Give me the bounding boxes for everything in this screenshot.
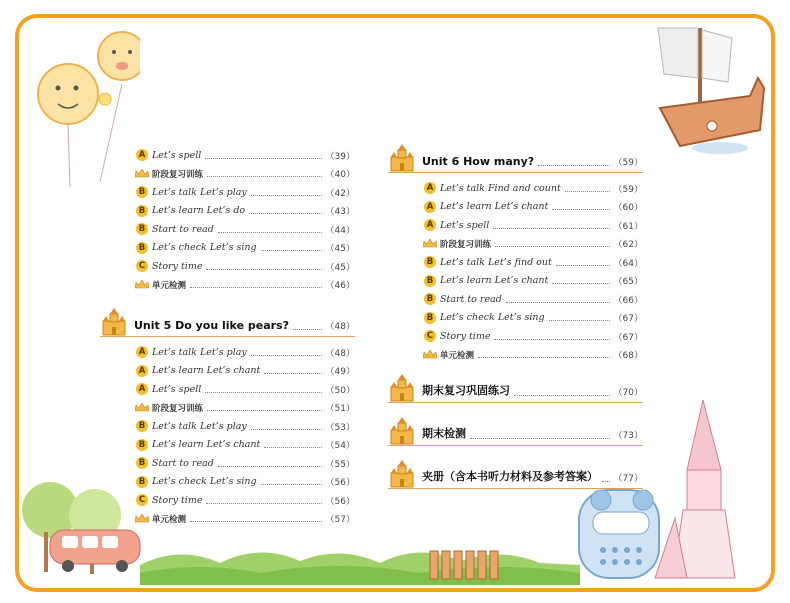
castle-icon bbox=[100, 308, 128, 336]
unit5-list bbox=[100, 343, 355, 528]
entry-page: （62） bbox=[613, 240, 643, 251]
unit6-page: （59） bbox=[613, 158, 643, 168]
toc-entry[interactable] bbox=[388, 216, 643, 235]
leader-dots bbox=[565, 191, 610, 192]
section-letter-badge: A bbox=[136, 346, 148, 358]
entry-title: 阶段复习训练 bbox=[152, 403, 204, 414]
leader-dots bbox=[493, 228, 609, 229]
section-letter-badge: A bbox=[424, 201, 436, 213]
review-page: （73） bbox=[613, 431, 643, 441]
entry-title: Let’s learn Let’s do bbox=[152, 205, 246, 217]
toc-entry[interactable] bbox=[100, 436, 355, 455]
entry-title: Story time bbox=[152, 260, 203, 272]
section-letter-badge: B bbox=[136, 205, 148, 217]
section-letter-badge: C bbox=[136, 494, 148, 506]
leader-dots bbox=[506, 302, 610, 303]
leader-dots bbox=[206, 269, 321, 270]
section-letter-badge: B bbox=[424, 256, 436, 268]
toc-entry[interactable] bbox=[100, 399, 355, 418]
unit5-title: Unit 5 Do you like pears? bbox=[134, 319, 289, 332]
castle-icon bbox=[388, 144, 416, 172]
toc-entry[interactable] bbox=[100, 454, 355, 473]
entry-page: （40） bbox=[325, 170, 355, 181]
unit6-header[interactable] bbox=[388, 142, 643, 173]
leader-dots bbox=[190, 521, 322, 522]
entry-title: Let’s check Let’s sing bbox=[440, 312, 545, 324]
toc-entry[interactable] bbox=[100, 276, 355, 295]
entry-title: 阶段复习训练 bbox=[152, 169, 204, 180]
entry-title: Let’s learn Let’s chant bbox=[440, 201, 549, 213]
section-letter-badge: A bbox=[136, 149, 148, 161]
section-letter-badge: A bbox=[136, 365, 148, 377]
review-title: 夹册（含本书听力材料及参考答案） bbox=[422, 470, 598, 483]
entry-title: Start to read bbox=[152, 457, 214, 469]
entry-title: Let’s talk Let’s play bbox=[152, 186, 247, 198]
unit5-header[interactable] bbox=[100, 306, 355, 337]
toc-entry[interactable] bbox=[100, 473, 355, 492]
entry-page: （68） bbox=[613, 351, 643, 362]
entry-title: Let’s learn Let’s chant bbox=[152, 439, 261, 451]
leader-dots bbox=[556, 265, 610, 266]
grass-illustration bbox=[140, 535, 580, 585]
toc-entry[interactable] bbox=[100, 165, 355, 184]
entry-page: （43） bbox=[325, 207, 355, 218]
entry-title: 单元检测 bbox=[440, 350, 475, 361]
toc-entry[interactable] bbox=[388, 290, 643, 309]
unit4-continued-list bbox=[100, 146, 355, 294]
leader-dots bbox=[251, 429, 322, 430]
review-sections bbox=[388, 372, 643, 489]
toc-entry[interactable] bbox=[100, 417, 355, 436]
entry-page: （65） bbox=[613, 277, 643, 288]
leader-dots bbox=[552, 283, 609, 284]
leader-dots bbox=[264, 447, 321, 448]
review-section[interactable] bbox=[388, 372, 643, 403]
leader-dots bbox=[249, 213, 321, 214]
entry-title: Let’s talk Let’s play bbox=[152, 420, 247, 432]
leader-dots bbox=[251, 355, 322, 356]
entry-page: （67） bbox=[613, 332, 643, 343]
crown-icon bbox=[423, 239, 437, 248]
section-letter-badge: B bbox=[136, 242, 148, 254]
section-letter-badge: B bbox=[424, 312, 436, 324]
unit6-title: Unit 6 How many? bbox=[422, 155, 535, 168]
leader-dots bbox=[261, 250, 322, 251]
entry-page: （48） bbox=[325, 348, 355, 359]
leader-dots bbox=[207, 410, 322, 411]
entry-page: （44） bbox=[325, 225, 355, 236]
entry-page: （57） bbox=[325, 515, 355, 526]
entry-page: （49） bbox=[325, 367, 355, 378]
crown-icon bbox=[135, 169, 149, 178]
leader-dots bbox=[549, 320, 610, 321]
review-page: （70） bbox=[613, 388, 643, 398]
leader-dots bbox=[514, 395, 610, 396]
toc-entry[interactable] bbox=[100, 146, 355, 165]
entry-title: Let’s spell bbox=[152, 149, 202, 161]
entry-page: （61） bbox=[613, 221, 643, 232]
entry-page: （45） bbox=[325, 262, 355, 273]
toc-entry[interactable] bbox=[100, 380, 355, 399]
entry-page: （54） bbox=[325, 441, 355, 452]
toc-entry[interactable] bbox=[100, 239, 355, 258]
entry-title: Let’s check Let’s sing bbox=[152, 242, 257, 254]
leader-dots bbox=[470, 438, 610, 439]
section-letter-badge: B bbox=[136, 476, 148, 488]
review-section[interactable] bbox=[388, 458, 643, 489]
leader-dots bbox=[251, 195, 322, 196]
entry-page: （59） bbox=[613, 184, 643, 195]
entry-page: （51） bbox=[325, 404, 355, 415]
section-letter-badge: B bbox=[424, 275, 436, 287]
toc-entry[interactable] bbox=[100, 202, 355, 221]
section-letter-badge: C bbox=[424, 330, 436, 342]
leader-dots bbox=[190, 287, 322, 288]
entry-page: （46） bbox=[325, 281, 355, 292]
entry-page: （56） bbox=[325, 478, 355, 489]
section-letter-badge: B bbox=[136, 439, 148, 451]
entry-title: Story time bbox=[152, 494, 203, 506]
leader-dots bbox=[293, 329, 322, 330]
toc-left-column bbox=[100, 146, 355, 528]
entry-title: Story time bbox=[440, 330, 491, 342]
leader-dots bbox=[552, 209, 609, 210]
entry-page: （64） bbox=[613, 258, 643, 269]
review-title: 期末检测 bbox=[422, 427, 466, 440]
entry-title: Let’s talk Let’s play bbox=[152, 346, 247, 358]
entry-title: Let’s spell bbox=[440, 219, 490, 231]
entry-page: （56） bbox=[325, 496, 355, 507]
toc-entry[interactable] bbox=[100, 257, 355, 276]
castle-icon bbox=[388, 417, 416, 445]
review-title: 期末复习巩固练习 bbox=[422, 384, 510, 397]
entry-page: （53） bbox=[325, 422, 355, 433]
ship-illustration bbox=[640, 18, 770, 168]
entry-page: （39） bbox=[325, 151, 355, 162]
entry-title: 单元检测 bbox=[152, 280, 187, 291]
entry-title: Start to read bbox=[152, 223, 214, 235]
entry-title: Let’s check Let’s sing bbox=[152, 476, 257, 488]
toc-right-column bbox=[388, 142, 643, 489]
entry-page: （67） bbox=[613, 314, 643, 325]
entry-title: 单元检测 bbox=[152, 514, 187, 525]
leader-dots bbox=[207, 176, 322, 177]
toc-entry[interactable] bbox=[100, 510, 355, 529]
entry-title: Let’s learn Let’s chant bbox=[440, 275, 549, 287]
toc-entry[interactable] bbox=[100, 183, 355, 202]
leader-dots bbox=[494, 339, 609, 340]
leader-dots bbox=[495, 246, 610, 247]
entry-title: 阶段复习训练 bbox=[440, 239, 492, 250]
castle-icon bbox=[388, 374, 416, 402]
toc-entry[interactable] bbox=[388, 346, 643, 365]
leader-dots bbox=[205, 158, 321, 159]
unit5-page: （48） bbox=[325, 322, 355, 332]
section-letter-badge: A bbox=[424, 219, 436, 231]
crown-icon bbox=[423, 350, 437, 359]
leader-dots bbox=[264, 373, 321, 374]
leader-dots bbox=[478, 357, 610, 358]
toc-entry[interactable] bbox=[100, 343, 355, 362]
toc-entry[interactable] bbox=[388, 309, 643, 328]
toc-entry[interactable] bbox=[388, 235, 643, 254]
section-letter-badge: A bbox=[136, 383, 148, 395]
toc-entry[interactable] bbox=[100, 491, 355, 510]
leader-dots bbox=[206, 503, 321, 504]
section-letter-badge: B bbox=[136, 420, 148, 432]
section-letter-badge: A bbox=[424, 182, 436, 194]
toc-entry[interactable] bbox=[388, 272, 643, 291]
review-section[interactable] bbox=[388, 415, 643, 446]
entry-page: （50） bbox=[325, 385, 355, 396]
leader-dots bbox=[261, 484, 322, 485]
toc-entry[interactable] bbox=[388, 179, 643, 198]
section-letter-badge: B bbox=[424, 293, 436, 305]
entry-page: （45） bbox=[325, 244, 355, 255]
section-letter-badge: B bbox=[136, 457, 148, 469]
leader-dots bbox=[205, 392, 321, 393]
leader-dots bbox=[218, 232, 322, 233]
section-letter-badge: C bbox=[136, 260, 148, 272]
entry-title: Let’s spell bbox=[152, 383, 202, 395]
leader-dots bbox=[538, 165, 609, 166]
leader-dots bbox=[218, 466, 322, 467]
entry-page: （66） bbox=[613, 295, 643, 306]
review-page: （77） bbox=[613, 474, 643, 484]
entry-title: Start to read bbox=[440, 293, 502, 305]
section-letter-badge: B bbox=[136, 186, 148, 198]
entry-page: （55） bbox=[325, 459, 355, 470]
entry-title: Let’s talk Find and count bbox=[440, 182, 561, 194]
entry-page: （42） bbox=[325, 188, 355, 199]
entry-title: Let’s talk Let’s find out bbox=[440, 256, 552, 268]
toc-entry[interactable] bbox=[100, 220, 355, 239]
entry-title: Let’s learn Let’s chant bbox=[152, 365, 261, 377]
crown-icon bbox=[135, 280, 149, 289]
castle-icon bbox=[388, 460, 416, 488]
toc-entry[interactable] bbox=[388, 253, 643, 272]
toc-entry[interactable] bbox=[388, 198, 643, 217]
crown-icon bbox=[135, 514, 149, 523]
leader-dots bbox=[602, 481, 610, 482]
unit6-list bbox=[388, 179, 643, 364]
crown-icon bbox=[135, 403, 149, 412]
toc-entry[interactable] bbox=[388, 327, 643, 346]
toc-entry[interactable] bbox=[100, 362, 355, 381]
section-letter-badge: B bbox=[136, 223, 148, 235]
entry-page: （60） bbox=[613, 203, 643, 214]
